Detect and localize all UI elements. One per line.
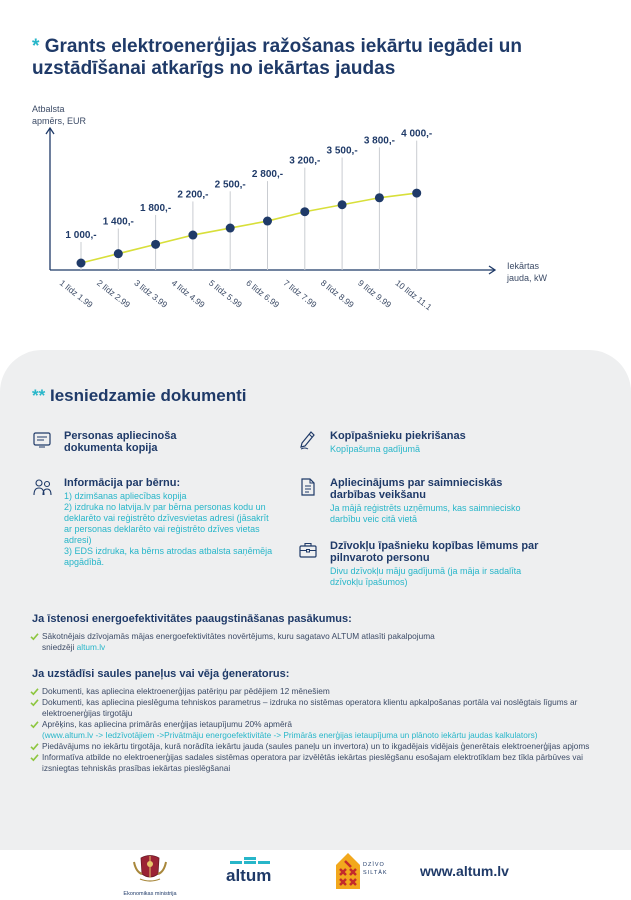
doc-item-sub: Divu dzīvokļu māju gadījumā (ja māja ir sadalīta dzīvokļu īpašumos) xyxy=(330,566,522,587)
data-point xyxy=(151,240,160,249)
doc-item-title: Apliecinājums par saimnieciskās darbības veikšanu xyxy=(330,477,503,501)
x-axis-label-line2: jauda, kW xyxy=(507,273,548,283)
footer xyxy=(0,850,631,900)
x-tick-label: 7 līdz 7.99 xyxy=(281,277,319,310)
doc-item-title: Personas apliecinoša dokumenta kopija xyxy=(64,430,177,454)
energy-list xyxy=(30,631,605,653)
pen-icon xyxy=(298,430,320,452)
data-label: 2 500,- xyxy=(214,179,246,191)
x-tick-label: 4 līdz 4.99 xyxy=(169,277,207,310)
website-link[interactable]: www.altum.lv xyxy=(420,863,509,879)
title-star: * xyxy=(32,36,40,57)
list-item: Piedāvājums no iekārtu tirgotāja, kurā norādīta iekārtu jauda (saules paneļu un invertora) un to ikgadējais vidējais ģenerētais elektroenerģijas apjoms xyxy=(30,741,605,752)
series-line xyxy=(81,193,417,263)
grant-chart xyxy=(0,90,631,340)
data-label: 2 800,- xyxy=(251,169,284,181)
energy-heading: Ja īstenosi energoefektivitātes paaugstināšanas pasākumus: xyxy=(32,613,352,625)
data-label: 3 200,- xyxy=(289,155,321,167)
documents-panel xyxy=(0,350,631,850)
check-icon xyxy=(30,742,39,751)
doc-item-sub: Kopīpašuma gadījumā xyxy=(330,444,421,454)
id-card-icon xyxy=(32,430,54,452)
doc-item-sub: 1) dzimšanas apliecības kopija 2) izdruka no latvija.lv par bērna personas kodu un deklarēto vai reģistrēto dzīvesvietas adresi (jāsakrīt ar personas deklarēto vai reģistrēto dzīves vietas adresi) 3) EDS izdruka, ka bērns atrodas atbalsta saņēmēja apgādībā. xyxy=(64,491,273,567)
y-axis-label-line1: Atbalsta xyxy=(32,104,65,114)
data-label: 1 400,- xyxy=(102,216,134,228)
x-tick-label: 5 līdz 5.99 xyxy=(206,277,245,310)
data-label: 1 000,- xyxy=(65,230,97,241)
x-tick-label: 8 līdz 8.99 xyxy=(318,277,356,310)
data-label: 1 800,- xyxy=(140,202,172,214)
family-icon xyxy=(32,477,54,499)
data-point xyxy=(226,224,235,233)
documents-title xyxy=(32,386,246,406)
ministry-logo xyxy=(120,852,180,897)
x-tick-label: 3 līdz 3.99 xyxy=(132,277,170,310)
list-item: Dokumenti, kas apliecina pieslēguma tehniskos parametrus – izdruka no sistēmas operatora klientu apkalpošanas portāla vai noslēgtais līgums ar elektroenerģijas tirgotāju xyxy=(30,697,605,719)
x-tick-label: 9 līdz 9.99 xyxy=(356,277,394,310)
solar-heading: Ja uzstādīsi saules paneļus vai vēja ģeneratorus: xyxy=(32,668,290,680)
doc-item-title: Dzīvokļu īpašnieku kopības lēmums par pilnvaroto personu xyxy=(330,540,539,564)
data-point xyxy=(114,249,123,258)
list-item: Aprēķins, kas apliecina primārās enerģijas ietaupījumu 20% apmērā (www.altum.lv -> Iedzīvotājiem ->Privātmāju energoefektivitāte -> Primārās enerģijas ietaupījuma un plānoto iekārtu jaudas kalkulators) xyxy=(30,719,605,741)
check-icon xyxy=(30,753,39,762)
list-item: Informatīva atbilde no elektroenerģijas sadales sistēmas operatora par izvēlētās iekārtas pieslēgšanu esošajam elektrotīklam bez tīkla pārbūves vai izsniegtas tehniskās prasības iekārtas pieslēgšanai xyxy=(30,752,605,774)
list-item: Sākotnējais dzīvojamās mājas energoefektivitātes novērtējums, kuru sagatavo ALTUM atlasīti pakalpojuma sniedzēji altum.lv xyxy=(30,631,605,653)
ministry-name: Ekonomikas ministrija xyxy=(123,891,177,897)
data-label: 3 800,- xyxy=(363,135,395,147)
altum-logo xyxy=(224,856,284,886)
documents-star: ** xyxy=(32,386,46,405)
title-text: Grants elektroenerģijas ražošanas iekārtu iegādei un uzstādīšanai atkarīgs no iekārtas jaudas xyxy=(32,36,522,79)
document-icon xyxy=(298,477,320,499)
y-axis-label-line2: apmērs, EUR xyxy=(32,116,87,126)
doc-item-sub: Ja mājā reģistrēts uzņēmums, kas saimniecisko darbību veic citā vietā xyxy=(330,503,521,524)
data-point xyxy=(338,200,347,209)
doc-item-title: Kopīpašnieku piekrišanas xyxy=(330,430,466,442)
documents-title-text: Iesniedzamie dokumenti xyxy=(49,386,247,405)
check-icon xyxy=(30,632,39,641)
check-icon xyxy=(30,687,39,696)
calculator-link[interactable]: (www.altum.lv -> Iedzīvotājiem ->Privātmāju energoefektivitāte -> Primārās enerģijas ietaupījuma un plānoto iekārtu jaudas kalkulators) xyxy=(42,730,538,740)
dzivo-siltak-text: DZĪVO SILTĀK xyxy=(363,862,388,876)
page-title xyxy=(32,36,612,80)
list-item: Dokumenti, kas apliecina elektroenerģijas patēriņu par pēdējiem 12 mēnešiem xyxy=(30,686,605,697)
dzivo-siltak-logo xyxy=(336,853,388,893)
data-label: 3 500,- xyxy=(326,145,358,157)
doc-item-title: Informācija par bērnu: xyxy=(64,477,181,489)
x-tick-label: 2 līdz 2.99 xyxy=(95,277,133,310)
data-point xyxy=(77,259,86,268)
x-tick-label: 10 līdz 11.1 xyxy=(393,277,434,313)
x-tick-label: 6 līdz 6.99 xyxy=(244,277,282,310)
solar-list xyxy=(30,686,605,774)
data-point xyxy=(375,193,384,202)
x-tick-label: 1 līdz 1.99 xyxy=(57,277,95,310)
data-label: 2 200,- xyxy=(177,189,209,201)
data-label: 4 000,- xyxy=(401,128,433,140)
data-point xyxy=(188,231,197,240)
data-point xyxy=(263,217,272,226)
check-icon xyxy=(30,698,39,707)
briefcase-icon xyxy=(298,540,320,562)
altum-wordmark: altum xyxy=(226,866,272,885)
altum-link[interactable]: altum.lv xyxy=(76,642,106,652)
data-point xyxy=(412,189,421,198)
x-axis-label-line1: Iekārtas xyxy=(507,261,540,271)
check-icon xyxy=(30,720,39,729)
data-point xyxy=(300,207,309,216)
